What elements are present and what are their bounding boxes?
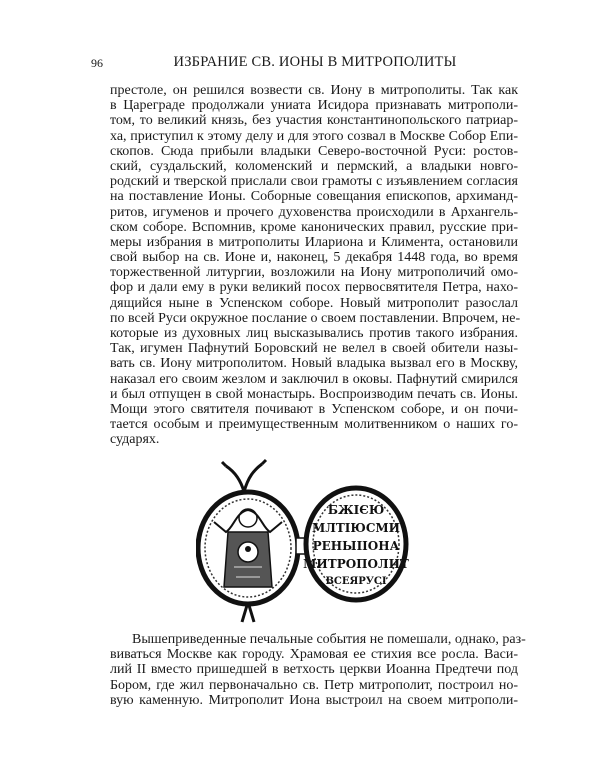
text-line: скопов. Сюда прибыли владыки Северо-восточной Руси: ростов-: [110, 143, 518, 159]
text-line: ритов, игуменов и прочего духовенства происходили в Архангель-: [110, 204, 518, 220]
text-line: ский, суздальский, коломенский и пермский, а владыки новго-: [110, 158, 518, 174]
text-line: сударях.: [110, 432, 160, 448]
text-line: вать св. Иону митрополитом. Новый владыка вызвал его в Москву,: [110, 356, 518, 372]
running-title: ИЗБРАНИЕ СВ. ИОНЫ В МИТРОПОЛИТЫ: [173, 54, 457, 70]
text-line: Мощи этого святителя почивают в Успенском соборе, и он почи-: [110, 401, 518, 417]
text-line: лий II вместо пришедшей в ветхость церкви Иоанна Предтечи под: [110, 662, 518, 678]
paragraph-2: [110, 632, 526, 708]
seal-inscription-line: МЛТІЮСМИ: [311, 521, 401, 535]
text-line: на поставление Ионы. Соборные совещания епископов, архиманд-: [110, 189, 518, 205]
text-line: меры избрания в митрополиты Илариона и Климента, остановили: [110, 234, 518, 250]
text-line: виваться Москве как городу. Храмовая ее стихия все росла. Васи-: [110, 647, 518, 663]
text-line: том, то великий князь, без участия константинопольского патриар-: [110, 113, 518, 129]
text-line: по всей Руси окружное послание о своем поставлении. Впрочем, не-: [110, 310, 521, 326]
text-line: престоле, он решился возвести св. Иону в митрополиты. Так как: [110, 83, 518, 98]
text-line: в Цареграде продолжали униата Исидора признавать митрополи-: [110, 98, 518, 114]
paragraph-1: [110, 83, 521, 448]
text-line: фор и дали ему в руки великий посох первосвятителя Петра, нахо-: [110, 280, 518, 296]
seal-inscription-line: РЕНЫІІОНА: [312, 539, 400, 553]
text-line: которые из духовных лиц высказывались против такого избрания.: [110, 326, 518, 341]
seal-of-st-jonah-illustration: [196, 452, 411, 624]
text-line: Так, игумен Пафнутий Боровский не велел в своей обители назы-: [110, 341, 518, 357]
text-line: наказал его своим жезлом и заключил в оковы. Пафнутий смирился: [110, 371, 518, 387]
text-line: Вышеприведенные печальные события не помешали, однако, раз-: [132, 632, 526, 647]
text-line: родский и тверской прислали свои грамоты с изъявлением согласия: [110, 174, 518, 190]
text-line: вую каменную. Митрополит Иона выстроил на своем митрополи-: [110, 692, 518, 708]
text-line: тается особым и преимущественным молитвенником о наших го-: [110, 417, 518, 433]
seal-inscription-line: ВСЕЯРУСІ: [325, 576, 387, 587]
text-line: ском соборе. Вспомнив, кроме канонических правил, русские при-: [110, 219, 518, 235]
text-line: свой выбор на св. Ионе и, наконец, 5 декабря 1448 года, во время: [110, 250, 518, 266]
text-line: и был отпущен в свой монастырь. Воспроизводим печать св. Ионы.: [110, 386, 518, 402]
text-line: торжественной литургии, возложили на Иону митрополичий омо-: [110, 265, 518, 281]
seal-inscription-line: МИТРОПОЛИТ: [303, 557, 409, 571]
text-line: дящийся ныне в Успенском соборе. Новый митрополит разослал: [110, 295, 518, 311]
text-line: ха, приступил к этому делу и для этого созвал в Москве Собор Епи-: [110, 128, 518, 144]
page-number: 96: [91, 56, 103, 70]
seal-inscription-line: БЖІЄЮ: [327, 503, 385, 517]
text-line: Бором, где жил первоначально св. Петр митрополит, построил но-: [110, 677, 518, 693]
